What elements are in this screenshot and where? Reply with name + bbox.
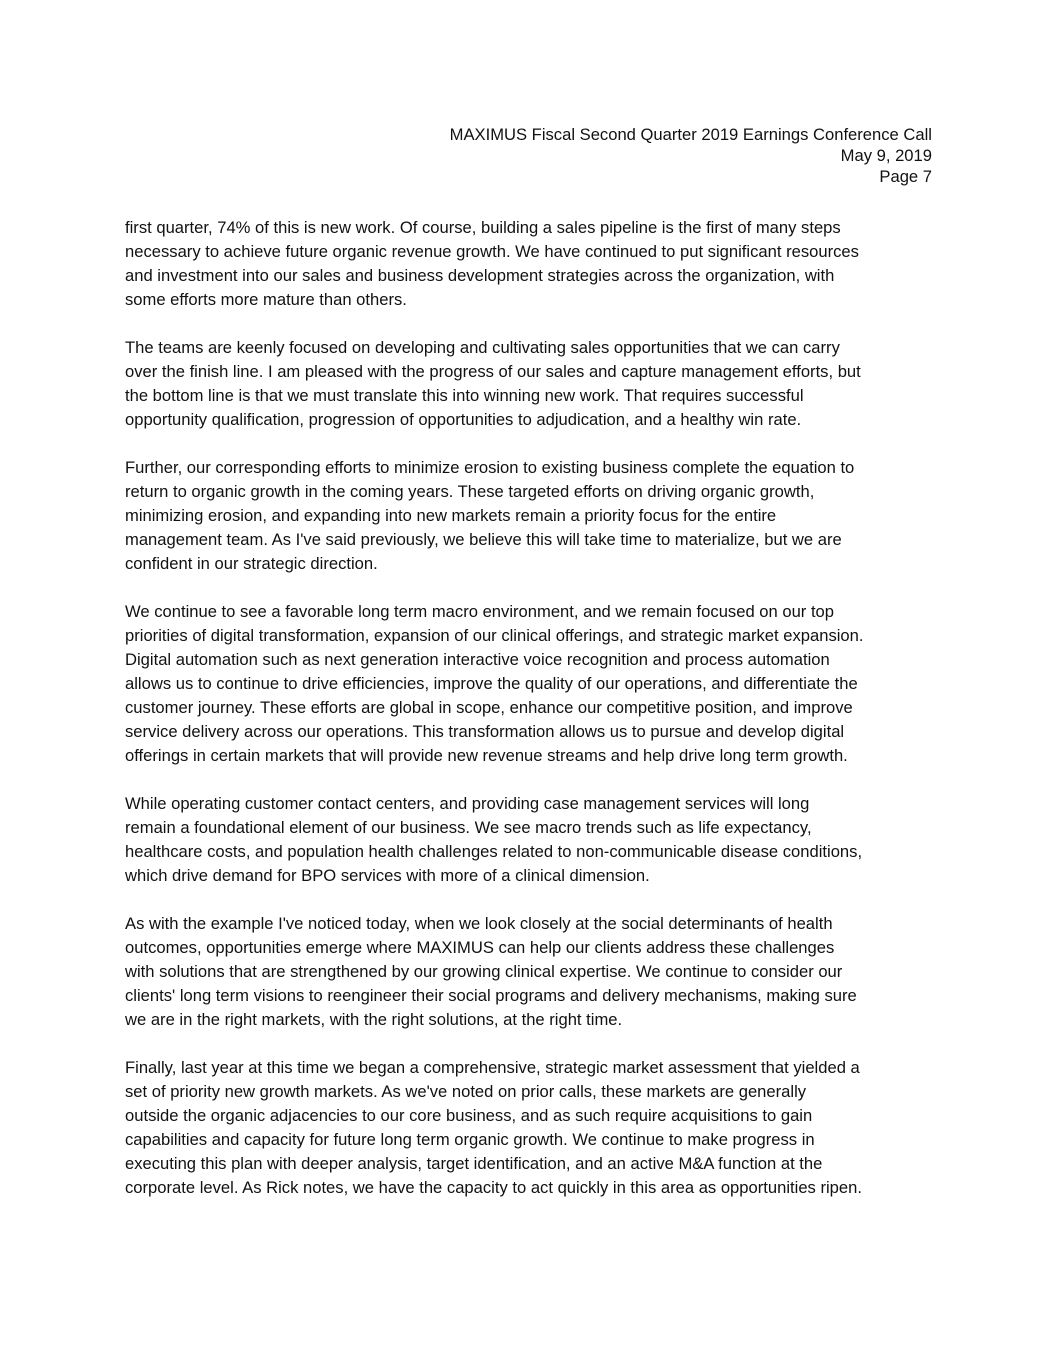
text-line: We continue to see a favorable long term macro environment, and we remain focused on our top [125,602,835,621]
paragraph-social-determinants [125,912,945,1032]
document-body [125,216,945,1224]
paragraph-customer-contact-centers [125,792,945,888]
text-line: The teams are keenly focused on developing and cultivating sales opportunities that we can carry [125,338,840,357]
document-date: May 9, 2019 [840,146,932,165]
paragraph-sales-opportunities [125,336,945,432]
text-line: corporate level. As Rick notes, we have the capacity to act quickly in this area as opportunities ripen. [125,1178,862,1197]
text-line: Finally, last year at this time we began a comprehensive, strategic market assessment that yielded a [125,1058,860,1077]
text-line: minimizing erosion, and expanding into new markets remain a priority focus for the entire [125,506,777,525]
paragraph-sales-pipeline [125,216,945,312]
text-line: outcomes, opportunities emerge where MAXIMUS can help our clients address these challenges [125,938,835,957]
text-line: Further, our corresponding efforts to minimize erosion to existing business complete the equation to [125,458,855,477]
text-line: set of priority new growth markets. As we've noted on prior calls, these markets are generally [125,1082,807,1101]
text-line: healthcare costs, and population health challenges related to non-communicable disease conditions, [125,842,863,861]
text-line: customer journey. These efforts are global in scope, enhance our competitive position, and improve [125,698,853,717]
text-line: Digital automation such as next generation interactive voice recognition and process automation [125,650,830,669]
text-line: priorities of digital transformation, expansion of our clinical offerings, and strategic market expansion. [125,626,864,645]
text-line: confident in our strategic direction. [125,554,378,573]
text-line: executing this plan with deeper analysis, target identification, and an active M&A function at the [125,1154,823,1173]
text-line: While operating customer contact centers, and providing case management services will long [125,794,810,813]
text-line: service delivery across our operations. This transformation allows us to pursue and develop digital [125,722,845,741]
text-line: return to organic growth in the coming years. These targeted efforts on driving organic growth, [125,482,815,501]
text-line: with solutions that are strengthened by our growing clinical expertise. We continue to consider our [125,962,843,981]
text-line: management team. As I've said previously, we believe this will take time to materialize, but we are [125,530,842,549]
text-line: and investment into our sales and business development strategies across the organization, with [125,266,835,285]
text-line: necessary to achieve future organic revenue growth. We have continued to put significant resources [125,242,859,261]
paragraph-market-assessment [125,1056,945,1200]
text-line: offerings in certain markets that will provide new revenue streams and help drive long term growth. [125,746,848,765]
text-line: we are in the right markets, with the right solutions, at the right time. [125,1010,623,1029]
text-line: opportunity qualification, progression of opportunities to adjudication, and a healthy win rate. [125,410,802,429]
page-header [450,124,932,187]
text-line: allows us to continue to drive efficiencies, improve the quality of our operations, and differentiate the [125,674,858,693]
text-line: some efforts more mature than others. [125,290,407,309]
text-line: remain a foundational element of our business. We see macro trends such as life expectancy, [125,818,812,837]
text-line: As with the example I've noticed today, when we look closely at the social determinants of health [125,914,833,933]
text-line: first quarter, 74% of this is new work. Of course, building a sales pipeline is the first of many steps [125,218,841,237]
document-title: MAXIMUS Fiscal Second Quarter 2019 Earnings Conference Call [449,125,932,144]
text-line: clients' long term visions to reengineer their social programs and delivery mechanisms, making sure [125,986,857,1005]
paragraph-macro-environment [125,600,945,768]
text-line: the bottom line is that we must translate this into winning new work. That requires successful [125,386,804,405]
text-line: outside the organic adjacencies to our core business, and as such require acquisitions to gain [125,1106,813,1125]
text-line: capabilities and capacity for future long term organic growth. We continue to make progress in [125,1130,815,1149]
text-line: which drive demand for BPO services with more of a clinical dimension. [125,866,650,885]
page-number: Page 7 [879,167,932,186]
text-line: over the finish line. I am pleased with the progress of our sales and capture management efforts, but [125,362,861,381]
paragraph-erosion [125,456,945,576]
